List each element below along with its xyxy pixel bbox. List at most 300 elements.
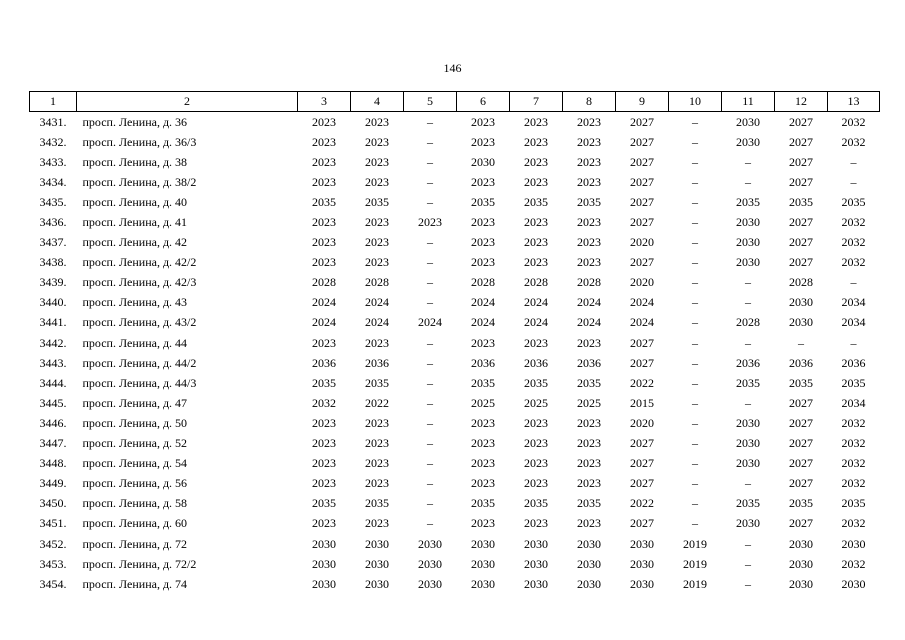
year-cell: 2030 — [841, 576, 866, 591]
year-cell: 2023 — [312, 415, 336, 430]
year-cell: 2036 — [736, 355, 760, 370]
year-cell: 2036 — [365, 355, 389, 370]
year-cell: 2024 — [577, 295, 601, 310]
table-row — [30, 474, 880, 494]
year-cell: 2023 — [312, 235, 336, 250]
year-cell: – — [692, 114, 698, 129]
table-row — [30, 514, 880, 534]
year-cell: 2023 — [524, 215, 548, 230]
year-cell: 2027 — [789, 114, 813, 129]
year-cell: – — [427, 134, 433, 149]
year-cell: 2030 — [736, 436, 760, 451]
row-number-cell: 3443. — [39, 355, 67, 370]
year-cell: 2036 — [577, 355, 601, 370]
table-row — [30, 293, 880, 313]
year-cell: – — [692, 415, 698, 430]
year-cell: 2023 — [524, 174, 548, 189]
year-cell: 2019 — [683, 576, 707, 591]
year-cell: 2030 — [736, 255, 760, 270]
year-cell: 2032 — [841, 516, 866, 531]
address-cell: просп. Ленина, д. 41 — [82, 215, 188, 230]
year-cell: 2027 — [630, 174, 654, 189]
table-row — [30, 454, 880, 474]
year-cell: 2035 — [524, 375, 548, 390]
year-cell: 2035 — [841, 496, 866, 511]
year-cell: – — [692, 134, 698, 149]
year-cell: 2028 — [789, 275, 813, 290]
data-table — [29, 91, 880, 594]
year-cell: 2035 — [365, 375, 389, 390]
year-cell: 2030 — [471, 536, 495, 551]
year-cell: 2023 — [312, 114, 336, 129]
row-number-cell: 3448. — [39, 456, 67, 471]
address-cell: просп. Ленина, д. 43/2 — [82, 315, 197, 330]
year-cell: 2023 — [577, 235, 601, 250]
year-cell: – — [850, 335, 857, 350]
address-cell: просп. Ленина, д. 36 — [82, 114, 188, 129]
row-number-cell: 3440. — [39, 295, 67, 310]
row-number-cell: 3447. — [39, 436, 67, 451]
year-cell: 2023 — [471, 436, 495, 451]
header-row — [30, 92, 880, 112]
year-cell: 2020 — [630, 415, 654, 430]
table-row — [30, 132, 880, 152]
year-cell: 2023 — [365, 335, 389, 350]
year-cell: 2032 — [841, 456, 866, 471]
year-cell: 2027 — [630, 335, 654, 350]
year-cell: 2024 — [577, 315, 601, 330]
year-cell: – — [427, 114, 433, 129]
year-cell: 2030 — [471, 154, 495, 169]
table-row — [30, 534, 880, 554]
row-number-cell: 3444. — [39, 375, 67, 390]
table-body — [30, 112, 880, 595]
address-cell: просп. Ленина, д. 56 — [82, 476, 188, 491]
year-cell: 2023 — [312, 174, 336, 189]
year-cell: 2028 — [365, 275, 389, 290]
year-cell: 2023 — [365, 134, 389, 149]
year-cell: – — [745, 174, 751, 189]
year-cell: 2023 — [524, 436, 548, 451]
year-cell: 2019 — [683, 536, 707, 551]
row-number-cell: 3439. — [39, 275, 67, 290]
table-row — [30, 313, 880, 333]
year-cell: 2023 — [577, 456, 601, 471]
year-cell: 2030 — [471, 556, 495, 571]
year-cell: 2024 — [418, 315, 442, 330]
year-cell: 2032 — [841, 436, 866, 451]
year-cell: 2027 — [789, 174, 813, 189]
column-header-10: 10 — [669, 92, 722, 112]
year-cell: 2034 — [841, 295, 866, 310]
table-row — [30, 353, 880, 373]
row-number-cell: 3452. — [39, 536, 67, 551]
table-row — [30, 152, 880, 172]
year-cell: 2023 — [312, 255, 336, 270]
year-cell: 2023 — [577, 134, 601, 149]
year-cell: 2035 — [312, 194, 336, 209]
year-cell: 2023 — [577, 154, 601, 169]
year-cell: 2024 — [630, 295, 654, 310]
address-cell: просп. Ленина, д. 72/2 — [82, 556, 197, 571]
row-number-cell: 3432. — [39, 134, 67, 149]
year-cell: 2030 — [630, 556, 654, 571]
year-cell: 2027 — [789, 436, 813, 451]
year-cell: 2023 — [577, 114, 601, 129]
year-cell: 2023 — [312, 436, 336, 451]
year-cell: – — [692, 395, 698, 410]
row-number-cell: 3436. — [39, 215, 67, 230]
year-cell: 2023 — [365, 114, 389, 129]
year-cell: – — [745, 335, 751, 350]
year-cell: 2030 — [789, 536, 813, 551]
table-row — [30, 574, 880, 594]
year-cell: 2023 — [365, 235, 389, 250]
year-cell: – — [692, 496, 698, 511]
address-cell: просп. Ленина, д. 54 — [82, 456, 188, 471]
year-cell: 2023 — [524, 456, 548, 471]
year-cell: 2024 — [471, 295, 495, 310]
year-cell: – — [692, 456, 698, 471]
year-cell: 2023 — [471, 134, 495, 149]
year-cell: 2034 — [841, 315, 866, 330]
year-cell: 2035 — [841, 194, 866, 209]
address-cell: просп. Ленина, д. 44/3 — [82, 375, 197, 390]
year-cell: 2025 — [471, 395, 495, 410]
year-cell: 2023 — [471, 235, 495, 250]
year-cell: 2019 — [683, 556, 707, 571]
row-number-cell: 3454. — [39, 576, 67, 591]
year-cell: – — [692, 436, 698, 451]
year-cell: 2034 — [841, 395, 866, 410]
year-cell: – — [692, 255, 698, 270]
column-header-3: 3 — [298, 92, 351, 112]
table-row — [30, 413, 880, 433]
table-row — [30, 273, 880, 293]
year-cell: 2023 — [365, 436, 389, 451]
year-cell: 2035 — [577, 375, 601, 390]
address-cell: просп. Ленина, д. 38 — [82, 154, 188, 169]
year-cell: 2030 — [841, 536, 866, 551]
year-cell: 2027 — [630, 436, 654, 451]
year-cell: 2023 — [312, 516, 336, 531]
row-number-cell: 3433. — [39, 154, 67, 169]
year-cell: 2030 — [365, 576, 389, 591]
year-cell: 2024 — [365, 315, 389, 330]
year-cell: 2032 — [841, 134, 866, 149]
row-number-cell: 3445. — [39, 395, 67, 410]
table-row — [30, 172, 880, 192]
year-cell: 2023 — [365, 215, 389, 230]
year-cell: 2030 — [630, 576, 654, 591]
column-header-1: 1 — [30, 92, 77, 112]
year-cell: 2028 — [312, 275, 336, 290]
year-cell: 2023 — [471, 476, 495, 491]
year-cell: 2023 — [365, 154, 389, 169]
year-cell: – — [692, 194, 698, 209]
address-cell: просп. Ленина, д. 44/2 — [82, 355, 197, 370]
table-row — [30, 253, 880, 273]
year-cell: 2023 — [524, 154, 548, 169]
year-cell: 2027 — [630, 255, 654, 270]
year-cell: 2035 — [365, 496, 389, 511]
year-cell: 2023 — [577, 174, 601, 189]
table-row — [30, 192, 880, 212]
year-cell: 2030 — [789, 576, 813, 591]
year-cell: 2023 — [365, 476, 389, 491]
year-cell: 2036 — [524, 355, 548, 370]
year-cell: – — [427, 496, 433, 511]
column-header-4: 4 — [351, 92, 404, 112]
year-cell: 2023 — [577, 476, 601, 491]
year-cell: 2023 — [471, 114, 495, 129]
year-cell: 2032 — [841, 476, 866, 491]
year-cell: – — [692, 295, 698, 310]
year-cell: 2023 — [365, 456, 389, 471]
year-cell: 2035 — [736, 496, 760, 511]
table-row — [30, 554, 880, 574]
year-cell: 2024 — [471, 315, 495, 330]
year-cell: 2025 — [577, 395, 601, 410]
address-cell: просп. Ленина, д. 40 — [82, 194, 188, 209]
row-number-cell: 3446. — [39, 415, 67, 430]
year-cell: – — [692, 516, 698, 531]
year-cell: 2022 — [630, 496, 654, 511]
year-cell: 2020 — [630, 235, 654, 250]
year-cell: – — [745, 476, 751, 491]
year-cell: 2023 — [312, 456, 336, 471]
row-number-cell: 3438. — [39, 255, 67, 270]
year-cell: 2035 — [312, 375, 336, 390]
year-cell: 2027 — [630, 154, 654, 169]
year-cell: – — [692, 154, 698, 169]
year-cell: 2030 — [418, 536, 442, 551]
year-cell: 2030 — [312, 536, 336, 551]
column-header-11: 11 — [722, 92, 775, 112]
year-cell: 2036 — [312, 355, 336, 370]
row-number-cell: 3435. — [39, 194, 67, 209]
year-cell: 2030 — [736, 235, 760, 250]
year-cell: 2030 — [736, 415, 760, 430]
year-cell: – — [427, 456, 433, 471]
year-cell: – — [427, 415, 433, 430]
row-number-cell: 3450. — [39, 496, 67, 511]
year-cell: 2028 — [471, 275, 495, 290]
year-cell: 2024 — [524, 315, 548, 330]
year-cell: 2032 — [841, 415, 866, 430]
row-number-cell: 3453. — [39, 556, 67, 571]
year-cell: 2035 — [524, 496, 548, 511]
column-header-7: 7 — [510, 92, 563, 112]
year-cell: 2027 — [630, 194, 654, 209]
year-cell: 2023 — [524, 255, 548, 270]
year-cell: 2032 — [312, 395, 336, 410]
year-cell: 2036 — [841, 355, 866, 370]
year-cell: 2023 — [312, 134, 336, 149]
table-row — [30, 393, 880, 413]
address-cell: просп. Ленина, д. 50 — [82, 415, 188, 430]
year-cell: 2023 — [312, 476, 336, 491]
year-cell: 2024 — [630, 315, 654, 330]
address-cell: просп. Ленина, д. 36/3 — [82, 134, 197, 149]
year-cell: 2023 — [471, 174, 495, 189]
row-number-cell: 3431. — [39, 114, 67, 129]
year-cell: 2027 — [789, 235, 813, 250]
year-cell: 2023 — [524, 235, 548, 250]
year-cell: 2035 — [789, 496, 813, 511]
year-cell: 2030 — [736, 456, 760, 471]
column-header-13: 13 — [828, 92, 880, 112]
year-cell: 2030 — [789, 556, 813, 571]
year-cell: 2027 — [789, 134, 813, 149]
address-cell: просп. Ленина, д. 52 — [82, 436, 188, 451]
column-header-8: 8 — [563, 92, 616, 112]
year-cell: 2023 — [312, 215, 336, 230]
year-cell: 2027 — [630, 516, 654, 531]
year-cell: 2035 — [577, 496, 601, 511]
year-cell: 2028 — [736, 315, 760, 330]
table-row — [30, 212, 880, 232]
row-number-cell: 3442. — [39, 335, 67, 350]
year-cell: 2024 — [524, 295, 548, 310]
year-cell: 2027 — [789, 215, 813, 230]
year-cell: 2023 — [471, 255, 495, 270]
year-cell: 2023 — [577, 415, 601, 430]
year-cell: 2030 — [524, 536, 548, 551]
year-cell: – — [850, 154, 857, 169]
address-cell: просп. Ленина, д. 42/3 — [82, 275, 197, 290]
year-cell: 2023 — [418, 215, 442, 230]
table-row — [30, 494, 880, 514]
year-cell: 2028 — [524, 275, 548, 290]
year-cell: 2027 — [789, 516, 813, 531]
year-cell: 2030 — [471, 576, 495, 591]
year-cell: 2035 — [577, 194, 601, 209]
year-cell: 2023 — [312, 335, 336, 350]
year-cell: 2032 — [841, 255, 866, 270]
year-cell: 2025 — [524, 395, 548, 410]
column-header-6: 6 — [457, 92, 510, 112]
year-cell: 2030 — [736, 516, 760, 531]
year-cell: – — [692, 315, 698, 330]
column-header-5: 5 — [404, 92, 457, 112]
year-cell: 2035 — [312, 496, 336, 511]
address-cell: просп. Ленина, д. 44 — [82, 335, 188, 350]
year-cell: – — [427, 235, 433, 250]
year-cell: 2023 — [471, 415, 495, 430]
table-row — [30, 373, 880, 393]
year-cell: 2030 — [630, 536, 654, 551]
year-cell: 2030 — [365, 556, 389, 571]
year-cell: 2020 — [630, 275, 654, 290]
address-cell: просп. Ленина, д. 43 — [82, 295, 188, 310]
year-cell: – — [427, 275, 433, 290]
year-cell: 2024 — [312, 315, 336, 330]
year-cell: 2035 — [789, 194, 813, 209]
year-cell: 2023 — [577, 215, 601, 230]
year-cell: 2023 — [365, 415, 389, 430]
address-cell: просп. Ленина, д. 47 — [82, 395, 188, 410]
year-cell: 2027 — [789, 395, 813, 410]
year-cell: 2027 — [789, 456, 813, 471]
year-cell: 2027 — [789, 476, 813, 491]
year-cell: 2027 — [630, 476, 654, 491]
address-cell: просп. Ленина, д. 38/2 — [82, 174, 197, 189]
year-cell: – — [745, 154, 751, 169]
year-cell: 2022 — [630, 375, 654, 390]
year-cell: 2023 — [365, 174, 389, 189]
year-cell: 2023 — [577, 516, 601, 531]
year-cell: – — [427, 395, 433, 410]
year-cell: 2030 — [577, 536, 601, 551]
year-cell: 2035 — [736, 194, 760, 209]
year-cell: 2027 — [789, 255, 813, 270]
year-cell: 2030 — [524, 556, 548, 571]
row-number-cell: 3449. — [39, 476, 67, 491]
year-cell: 2023 — [524, 114, 548, 129]
year-cell: – — [427, 295, 433, 310]
year-cell: – — [427, 436, 433, 451]
column-header-2: 2 — [77, 92, 298, 112]
year-cell: 2027 — [630, 114, 654, 129]
year-cell: 2030 — [577, 576, 601, 591]
year-cell: – — [692, 335, 698, 350]
year-cell: 2036 — [471, 355, 495, 370]
year-cell: 2027 — [789, 415, 813, 430]
row-number-cell: 3437. — [39, 235, 67, 250]
year-cell: 2023 — [524, 476, 548, 491]
year-cell: 2024 — [312, 295, 336, 310]
year-cell: – — [427, 174, 433, 189]
year-cell: – — [427, 255, 433, 270]
year-cell: 2023 — [471, 456, 495, 471]
year-cell: 2023 — [524, 415, 548, 430]
year-cell: – — [692, 275, 698, 290]
year-cell: 2027 — [630, 456, 654, 471]
year-cell: 2023 — [471, 516, 495, 531]
year-cell: 2023 — [524, 134, 548, 149]
year-cell: – — [692, 215, 698, 230]
year-cell: – — [427, 154, 433, 169]
year-cell: – — [427, 194, 433, 209]
column-header-9: 9 — [616, 92, 669, 112]
address-cell: просп. Ленина, д. 60 — [82, 516, 188, 531]
year-cell: – — [745, 536, 751, 551]
column-header-12: 12 — [775, 92, 828, 112]
year-cell: 2035 — [736, 375, 760, 390]
year-cell: 2023 — [365, 516, 389, 531]
year-cell: – — [427, 476, 433, 491]
row-number-cell: 3451. — [39, 516, 67, 531]
year-cell: 2035 — [471, 496, 495, 511]
year-cell: – — [745, 556, 751, 571]
year-cell: – — [427, 375, 433, 390]
year-cell: 2035 — [524, 194, 548, 209]
address-cell: просп. Ленина, д. 72 — [82, 536, 188, 551]
year-cell: 2015 — [630, 395, 654, 410]
year-cell: 2030 — [312, 556, 336, 571]
year-cell: – — [692, 235, 698, 250]
address-cell: просп. Ленина, д. 42 — [82, 235, 188, 250]
page-number: 146 — [443, 61, 462, 75]
year-cell: 2027 — [789, 154, 813, 169]
year-cell: 2023 — [471, 215, 495, 230]
year-cell: 2036 — [789, 355, 813, 370]
year-cell: – — [692, 476, 698, 491]
year-cell: 2023 — [471, 335, 495, 350]
address-cell: просп. Ленина, д. 42/2 — [82, 255, 197, 270]
year-cell: – — [850, 275, 857, 290]
